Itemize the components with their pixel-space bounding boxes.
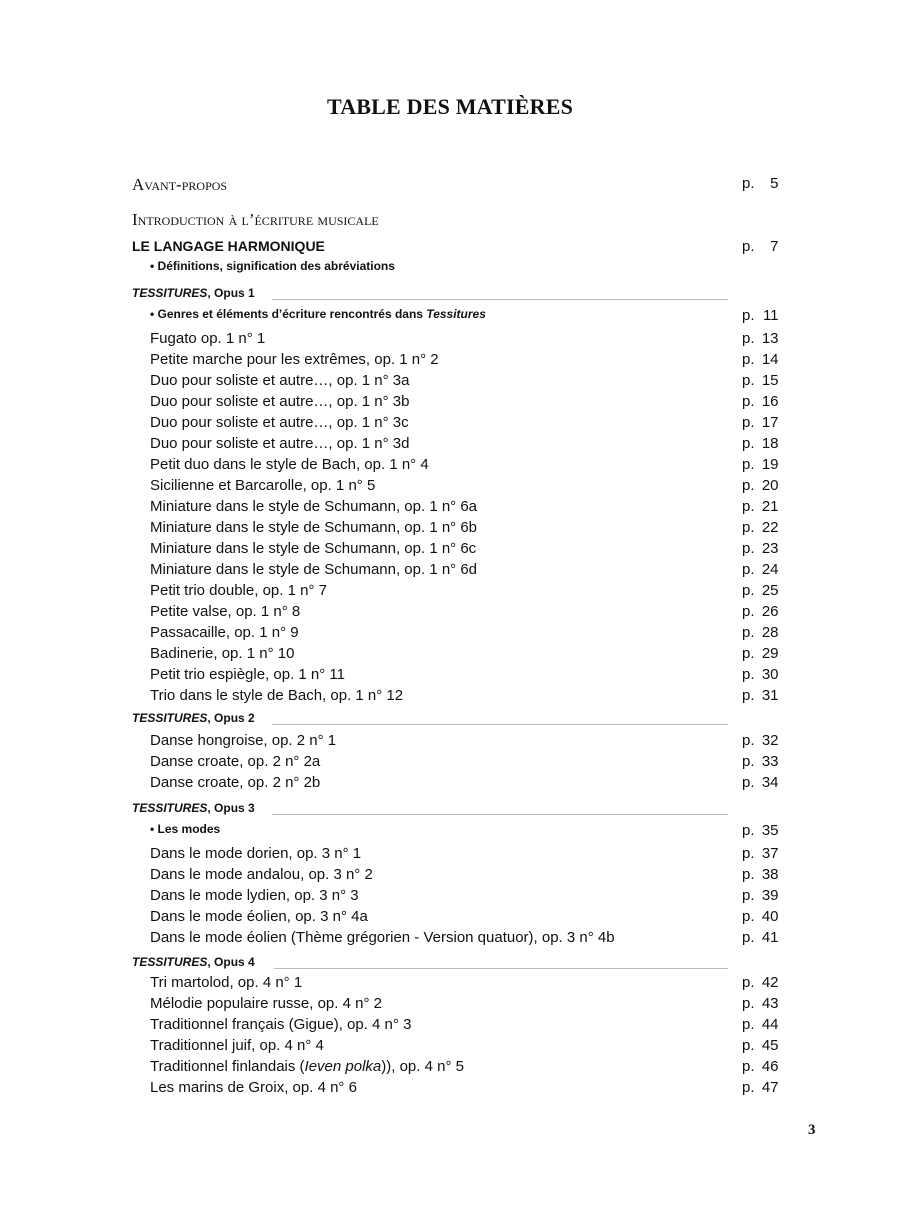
toc-row [0, 603, 900, 625]
page-reference [742, 974, 779, 991]
toc-label-text: Introduction à l’écriture musicale [132, 210, 379, 229]
page-reference [742, 498, 779, 515]
toc-entry-title [150, 753, 320, 770]
page-reference [742, 519, 779, 536]
toc-label-text: Miniature dans le style de Schumann, op. 1 n° 6d [150, 561, 478, 578]
toc-entry-title [150, 435, 409, 452]
toc-label-text: Fugato op. 1 n° 1 [150, 330, 266, 347]
toc-entry-title [150, 974, 302, 991]
page-prefix: p. [742, 477, 755, 494]
toc-entry-title [150, 666, 345, 683]
toc-label-text: Duo pour soliste et autre…, op. 1 n° 3a [150, 372, 410, 389]
page-value: 35 [761, 822, 779, 839]
page-prefix: p. [742, 822, 755, 839]
page-prefix: p. [742, 540, 755, 557]
toc-label-text: Avant-propos [132, 175, 228, 194]
page-reference [742, 307, 779, 324]
page-value: 40 [761, 908, 779, 925]
toc-entry-title [150, 330, 265, 347]
toc-label-italic: Ieven polka [304, 1058, 382, 1075]
toc-label-text: Traditionnel juif, op. 4 n° 4 [150, 1037, 324, 1054]
page-reference [742, 1037, 779, 1054]
page-value: 29 [761, 645, 779, 662]
toc-entry-title [150, 887, 359, 904]
toc-row [0, 624, 900, 646]
toc-label-text: Les marins de Groix, op. 4 n° 6 [150, 1079, 357, 1096]
toc-entry-title [150, 1079, 357, 1096]
opus-heading-rest: , Opus 3 [207, 801, 255, 815]
page-reference [742, 603, 779, 620]
page-value: 31 [761, 687, 779, 704]
toc-label-text: Dans le mode éolien (Thème grégorien - Version quatuor), op. 3 n° 4b [150, 929, 615, 946]
toc-entry-title [150, 732, 336, 749]
toc-row [0, 645, 900, 667]
page-reference [742, 414, 779, 431]
page-reference [742, 330, 779, 347]
page-reference [742, 732, 779, 749]
toc-row [0, 210, 900, 232]
toc-section-heading [132, 238, 325, 254]
toc-label-text: Petit trio espiègle, op. 1 n° 11 [150, 666, 346, 683]
page-prefix: p. [742, 866, 755, 883]
toc-label-text: Duo pour soliste et autre…, op. 1 n° 3d [150, 435, 410, 452]
toc-label-after: )), op. 4 n° 5 [381, 1058, 464, 1075]
page-number: 3 [808, 1122, 816, 1138]
page-prefix: p. [742, 753, 755, 770]
page-reference [742, 1079, 779, 1096]
toc-row [0, 1016, 900, 1038]
page-value: 14 [761, 351, 779, 368]
page-reference [742, 774, 779, 791]
page-value: 22 [761, 519, 779, 536]
toc-label-text: Sicilienne et Barcarolle, op. 1 n° 5 [150, 477, 376, 494]
page-prefix: p. [742, 238, 755, 255]
opus-heading-rest: , Opus 2 [207, 711, 255, 725]
page-prefix: p. [742, 624, 755, 641]
toc-entry-title [150, 372, 409, 389]
toc-row [0, 1058, 900, 1080]
page-prefix: p. [742, 845, 755, 862]
toc-entry-title [150, 519, 477, 536]
page-prefix: p. [742, 732, 755, 749]
page-prefix: p. [742, 175, 755, 192]
page-reference [742, 687, 779, 704]
page-value: 18 [761, 435, 779, 452]
toc-entry-title [150, 603, 300, 620]
toc-row [0, 711, 900, 733]
toc-entry-title [150, 866, 373, 883]
toc-entry-title [150, 1016, 411, 1033]
toc-row [0, 540, 900, 562]
toc-entry-title [150, 774, 320, 791]
toc-entry-title [150, 561, 477, 578]
toc-entry-title [150, 477, 375, 494]
page-prefix: p. [742, 666, 755, 683]
page-prefix: p. [742, 582, 755, 599]
page-prefix: p. [742, 645, 755, 662]
toc-row [0, 866, 900, 888]
page-reference [742, 908, 779, 925]
toc-label-text: Petit duo dans le style de Bach, op. 1 n° 4 [150, 456, 429, 473]
toc-row [0, 822, 900, 844]
page-reference [742, 435, 779, 452]
page-prefix: p. [742, 908, 755, 925]
toc-label-italic: Tessitures [426, 307, 486, 321]
page-reference [742, 351, 779, 368]
page-value: 15 [761, 372, 779, 389]
toc-entry-title [150, 414, 409, 431]
page-prefix: p. [742, 393, 755, 410]
toc-row [0, 393, 900, 415]
page-prefix: p. [742, 1037, 755, 1054]
page-value: 33 [761, 753, 779, 770]
toc-label-text: • Genres et éléments d’écriture rencontrés dans [150, 307, 427, 321]
page-reference [742, 175, 779, 192]
toc-row [0, 753, 900, 775]
page-reference [742, 666, 779, 683]
page-prefix: p. [742, 519, 755, 536]
toc-row [0, 687, 900, 709]
opus-divider [272, 299, 728, 300]
toc-label-text: Miniature dans le style de Schumann, op. 1 n° 6c [150, 540, 477, 557]
page-prefix: p. [742, 974, 755, 991]
page-prefix: p. [742, 456, 755, 473]
toc-label-text: Badinerie, op. 1 n° 10 [150, 645, 295, 662]
toc-label-text: • Les modes [150, 822, 221, 836]
page-value: 20 [761, 477, 779, 494]
toc-row [0, 456, 900, 478]
page-value: 5 [770, 175, 779, 192]
toc-label-text: LE LANGAGE HARMONIQUE [132, 238, 325, 254]
toc-row [0, 498, 900, 520]
opus-heading-em: TESSITURES [132, 711, 208, 725]
toc-entry-title [150, 1058, 464, 1075]
page-reference [742, 887, 779, 904]
opus-divider [272, 724, 728, 725]
page-value: 13 [761, 330, 779, 347]
toc-label-text: Trio dans le style de Bach, op. 1 n° 12 [150, 687, 404, 704]
page-reference [742, 995, 779, 1012]
page-prefix: p. [742, 414, 755, 431]
page-value: 41 [761, 929, 779, 946]
page-prefix: p. [742, 1079, 755, 1096]
toc-row [0, 477, 900, 499]
page-value: 11 [762, 307, 779, 324]
toc-row [0, 1037, 900, 1059]
toc-row [0, 330, 900, 352]
page-value: 44 [761, 1016, 779, 1033]
toc-label-text: Danse croate, op. 2 n° 2b [150, 774, 321, 791]
opus-heading [132, 286, 255, 300]
page-reference [742, 372, 779, 389]
page-reference [742, 477, 779, 494]
opus-heading-rest: , Opus 1 [207, 286, 255, 300]
page-prefix: p. [742, 330, 755, 347]
toc-row [0, 307, 900, 329]
page-reference [742, 866, 779, 883]
toc-label-text: Passacaille, op. 1 n° 9 [150, 624, 299, 641]
toc-row [0, 845, 900, 867]
page-reference [742, 1016, 779, 1033]
toc-label-text: Petit trio double, op. 1 n° 7 [150, 582, 327, 599]
toc-entry-title [150, 645, 294, 662]
toc-row [0, 995, 900, 1017]
page-prefix: p. [742, 687, 755, 704]
toc-label-text: Miniature dans le style de Schumann, op. 1 n° 6a [150, 498, 478, 515]
page-prefix: p. [742, 307, 755, 324]
page-reference [742, 624, 779, 641]
toc-row [0, 801, 900, 823]
toc-bullet-note [150, 307, 486, 321]
page-value: 28 [761, 624, 779, 641]
page-reference [742, 456, 779, 473]
page-prefix: p. [742, 435, 755, 452]
toc-row [0, 561, 900, 583]
toc-row [0, 582, 900, 604]
opus-heading-em: TESSITURES [132, 801, 208, 815]
toc-entry-title [150, 1037, 324, 1054]
toc-label-text: Dans le mode andalou, op. 3 n° 2 [150, 866, 373, 883]
toc-label-text: Duo pour soliste et autre…, op. 1 n° 3b [150, 393, 410, 410]
page-value: 24 [761, 561, 779, 578]
page-value: 7 [770, 238, 779, 255]
toc-label-text: • Définitions, signification des abréviations [150, 259, 395, 273]
toc-entry-title [150, 929, 615, 946]
page-reference [742, 561, 779, 578]
toc-label-text: Dans le mode éolien, op. 3 n° 4a [150, 908, 368, 925]
toc-label-text: Danse croate, op. 2 n° 2a [150, 753, 321, 770]
page-value: 38 [761, 866, 779, 883]
toc-row [0, 286, 900, 308]
page-prefix: p. [742, 351, 755, 368]
toc-label-text: Dans le mode lydien, op. 3 n° 3 [150, 887, 359, 904]
toc-label-text: Danse hongroise, op. 2 n° 1 [150, 732, 337, 749]
toc-row [0, 974, 900, 996]
page-prefix: p. [742, 603, 755, 620]
toc-row [0, 259, 900, 281]
page-value: 26 [761, 603, 779, 620]
toc-entry-title [150, 351, 439, 368]
toc-label-text: Miniature dans le style de Schumann, op. 1 n° 6b [150, 519, 478, 536]
toc-label-text: Mélodie populaire russe, op. 4 n° 2 [150, 995, 382, 1012]
page-prefix: p. [742, 1058, 755, 1075]
page-value: 37 [761, 845, 779, 862]
toc-row [0, 372, 900, 394]
page-prefix: p. [742, 887, 755, 904]
toc-row [0, 887, 900, 909]
toc-row [0, 908, 900, 930]
page-reference [742, 540, 779, 557]
page-prefix: p. [742, 561, 755, 578]
toc-entry-title [150, 498, 477, 515]
page-prefix: p. [742, 774, 755, 791]
page-value: 47 [761, 1079, 779, 1096]
toc-label-text: Petite valse, op. 1 n° 8 [150, 603, 301, 620]
page-prefix: p. [742, 1016, 755, 1033]
opus-heading-em: TESSITURES [132, 286, 208, 300]
page-reference [742, 645, 779, 662]
toc-row [0, 175, 900, 197]
page-reference [742, 929, 779, 946]
opus-heading [132, 711, 255, 725]
page-reference [742, 582, 779, 599]
page-reference [742, 845, 779, 862]
page-value: 39 [761, 887, 779, 904]
toc-section-heading [132, 210, 379, 230]
toc-row [0, 414, 900, 436]
toc-label-text: Dans le mode dorien, op. 3 n° 1 [150, 845, 362, 862]
toc-row [0, 732, 900, 754]
opus-divider [274, 968, 728, 969]
page-prefix: p. [742, 498, 755, 515]
page-reference [742, 393, 779, 410]
page-value: 16 [761, 393, 779, 410]
page-prefix: p. [742, 372, 755, 389]
toc-entry-title [150, 845, 361, 862]
toc-row [0, 929, 900, 951]
page-value: 30 [761, 666, 779, 683]
toc-row [0, 666, 900, 688]
toc-entry-title [150, 687, 403, 704]
toc-row [0, 238, 900, 260]
page-value: 34 [761, 774, 779, 791]
page-value: 45 [761, 1037, 779, 1054]
page-value: 43 [761, 995, 779, 1012]
toc-section-heading [132, 175, 227, 195]
toc-label-text: Tri martolod, op. 4 n° 1 [150, 974, 303, 991]
toc-entry-title [150, 995, 382, 1012]
toc-entry-title [150, 540, 476, 557]
page-reference [742, 822, 779, 839]
opus-heading [132, 801, 255, 815]
opus-heading-em: TESSITURES [132, 955, 208, 969]
toc-label-text: Duo pour soliste et autre…, op. 1 n° 3c [150, 414, 409, 431]
toc-row [0, 519, 900, 541]
toc-row [0, 351, 900, 373]
toc-entry-title [150, 908, 368, 925]
opus-heading-rest: , Opus 4 [207, 955, 255, 969]
toc-row [0, 1079, 900, 1101]
page-value: 19 [761, 456, 779, 473]
toc-label-text: Traditionnel français (Gigue), op. 4 n° 3 [150, 1016, 412, 1033]
toc-row [0, 435, 900, 457]
toc-label-text: Traditionnel finlandais ( [150, 1058, 305, 1075]
opus-heading [132, 955, 255, 969]
toc-bullet-note [150, 259, 395, 273]
page-value: 42 [761, 974, 779, 991]
page-value: 21 [761, 498, 779, 515]
toc-entry-title [150, 582, 327, 599]
toc-entry-title [150, 393, 409, 410]
page-reference [742, 1058, 779, 1075]
toc-row [0, 774, 900, 796]
page-title: TABLE DES MATIÈRES [326, 94, 574, 119]
toc-entry-title [150, 456, 429, 473]
page-value: 23 [761, 540, 779, 557]
page-reference [742, 238, 779, 255]
page-value: 46 [761, 1058, 779, 1075]
page-prefix: p. [742, 995, 755, 1012]
toc-label-text: Petite marche pour les extrêmes, op. 1 n° 2 [150, 351, 439, 368]
toc-bullet-note [150, 822, 220, 836]
page-value: 25 [761, 582, 779, 599]
opus-divider [272, 814, 728, 815]
page-prefix: p. [742, 929, 755, 946]
page-value: 32 [761, 732, 779, 749]
page-reference [742, 753, 779, 770]
page-value: 17 [761, 414, 779, 431]
toc-entry-title [150, 624, 299, 641]
